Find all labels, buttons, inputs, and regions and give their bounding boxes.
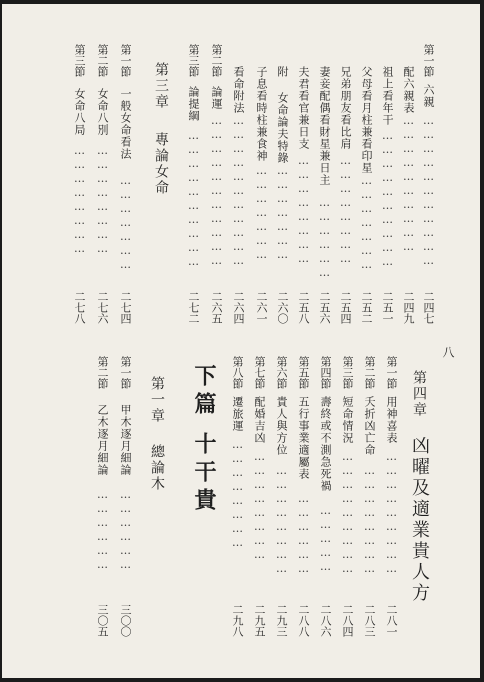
toc-page-number: 二五一 xyxy=(381,291,394,324)
toc-page-number: 二五八 xyxy=(297,291,310,324)
toc-label: 第四節 xyxy=(319,356,332,389)
toc-page-number: 二八四 xyxy=(341,604,354,637)
toc-page-number: 二六〇 xyxy=(276,291,289,324)
toc-title: 遷旅運 xyxy=(231,396,244,432)
toc-title: 看命附法 xyxy=(232,66,245,114)
toc-leader: ……………… xyxy=(96,488,109,572)
toc-label: 第三節 xyxy=(187,44,200,77)
toc-label: 第一節 xyxy=(119,44,132,77)
toc-label: 第六節 xyxy=(275,356,288,389)
toc-page-number: 二六五 xyxy=(210,291,223,324)
toc-page-number: 三〇五 xyxy=(96,604,109,637)
toc-leader: …………………… xyxy=(297,154,310,266)
toc-leader: ……………………… xyxy=(341,450,354,576)
toc-leader: …………………………… xyxy=(210,114,223,268)
toc-title: 父母看月柱兼看印星 xyxy=(360,66,373,174)
toc-label: 第三節 xyxy=(73,44,86,77)
toc-page-number: 二八一 xyxy=(385,604,398,637)
toc-leader: ……………… xyxy=(318,196,331,280)
book-page xyxy=(2,4,480,678)
toc-leader: …………………………… xyxy=(422,114,435,268)
toc-title: 論運 xyxy=(210,86,223,110)
toc-leader: …………………… xyxy=(96,144,109,256)
toc-page-number: 二四九 xyxy=(402,291,415,324)
toc-page-number: 二五六 xyxy=(318,291,331,324)
toc-page-number: 二七四 xyxy=(119,291,132,324)
chapter-heading: 第三章 xyxy=(153,62,169,110)
toc-leader: ………………………… xyxy=(187,129,200,269)
toc-leader: ………………………… xyxy=(402,114,415,254)
toc-leader: ………………………… xyxy=(381,129,394,269)
toc-leader: …………………… xyxy=(275,464,288,576)
chapter-title: 凶曜及適業貴人方 xyxy=(409,436,430,604)
toc-label: 第五節 xyxy=(297,356,310,389)
toc-title: 夫君看官兼日支 xyxy=(297,66,310,150)
toc-label: 第三節 xyxy=(341,356,354,389)
toc-title: 壽終或不測急死禍 xyxy=(319,396,332,492)
toc-title: 配婚吉凶 xyxy=(253,396,266,444)
toc-label: 第八節 xyxy=(231,356,244,389)
toc-label: 第一節 xyxy=(119,356,132,389)
toc-page-number: 二四七 xyxy=(422,291,435,324)
toc-leader: …………… xyxy=(319,504,332,574)
toc-page-number: 二六四 xyxy=(232,291,245,324)
toc-page-number: 二六一 xyxy=(255,291,268,324)
toc-title: 附 女命論夫特錄 xyxy=(276,66,289,164)
toc-page-number: 三〇〇 xyxy=(119,604,132,637)
toc-leader: ……………… xyxy=(119,488,132,572)
toc-title: 兄弟朋友看比肩 xyxy=(339,66,352,150)
toc-page-number: 二八六 xyxy=(319,604,332,637)
part-heading: 下篇 xyxy=(191,364,217,420)
toc-leader: ………………… xyxy=(276,164,289,262)
chapter-title: 專論女命 xyxy=(153,132,169,196)
toc-page-number: 二九八 xyxy=(231,604,244,637)
toc-title: 配六親表 xyxy=(402,66,415,114)
toc-title: 用神喜表 xyxy=(385,396,398,444)
toc-leader: ……………… xyxy=(297,492,310,576)
toc-leader: …………………… xyxy=(73,144,86,256)
toc-leader: …………………………… xyxy=(232,114,245,268)
toc-title: 祖上看年干 xyxy=(381,66,394,126)
toc-page-number: 二九三 xyxy=(275,604,288,637)
toc-page-number: 二五四 xyxy=(339,291,352,324)
toc-title: 一般女命看法 xyxy=(119,88,132,160)
toc-leader: ………………… xyxy=(360,174,373,272)
chapter-heading: 第四章 xyxy=(411,370,427,418)
toc-leader: …………………… xyxy=(253,450,266,562)
toc-label: 第七節 xyxy=(253,356,266,389)
toc-title: 妻妾配偶看財星兼日主 xyxy=(318,66,331,186)
chapter-heading: 第一章 xyxy=(149,376,165,424)
toc-page-number: 二七八 xyxy=(73,291,86,324)
toc-title: 女命八局 xyxy=(73,88,86,136)
toc-label: 第二節 xyxy=(96,356,109,389)
toc-title: 甲木逐月細論 xyxy=(119,404,132,476)
toc-page-number: 二五二 xyxy=(360,291,373,324)
toc-page-number: 二八三 xyxy=(363,604,376,637)
toc-page-number: 二七六 xyxy=(96,291,109,324)
chapter-title: 總論木 xyxy=(149,444,165,492)
toc-page-number: 二八八 xyxy=(297,604,310,637)
toc-title: 短命情況 xyxy=(341,396,354,444)
toc-page-number: 二七二 xyxy=(187,291,200,324)
toc-leader: ……………………… xyxy=(385,450,398,576)
toc-page-number: 二九五 xyxy=(253,604,266,637)
toc-leader: …………………… xyxy=(231,438,244,550)
toc-leader: ………………… xyxy=(255,164,268,262)
toc-leader: ………………… xyxy=(119,174,132,272)
toc-leader: …………………… xyxy=(363,464,376,576)
toc-title: 子息看時柱兼食神 xyxy=(255,66,268,162)
toc-title: 女命八別 xyxy=(96,88,109,136)
toc-leader: …………………… xyxy=(339,154,352,266)
toc-title: 論提綱 xyxy=(187,86,200,122)
toc-title: 貴人與方位 xyxy=(275,396,288,456)
toc-label: 第二節 xyxy=(363,356,376,389)
toc-title: 夭折凶亡命 xyxy=(363,396,376,456)
part-title: 十干貴 xyxy=(191,432,217,516)
toc-title: 五行事業適屬表 xyxy=(297,396,310,480)
toc-label: 第一節 xyxy=(385,356,398,389)
toc-label: 第二節 xyxy=(96,44,109,77)
toc-title: 六親 xyxy=(422,84,435,108)
toc-label: 第二節 xyxy=(210,44,223,77)
toc-label: 第一節 xyxy=(422,44,435,77)
page-number: 八 xyxy=(441,346,455,358)
toc-title: 乙木逐月細論 xyxy=(96,404,109,476)
